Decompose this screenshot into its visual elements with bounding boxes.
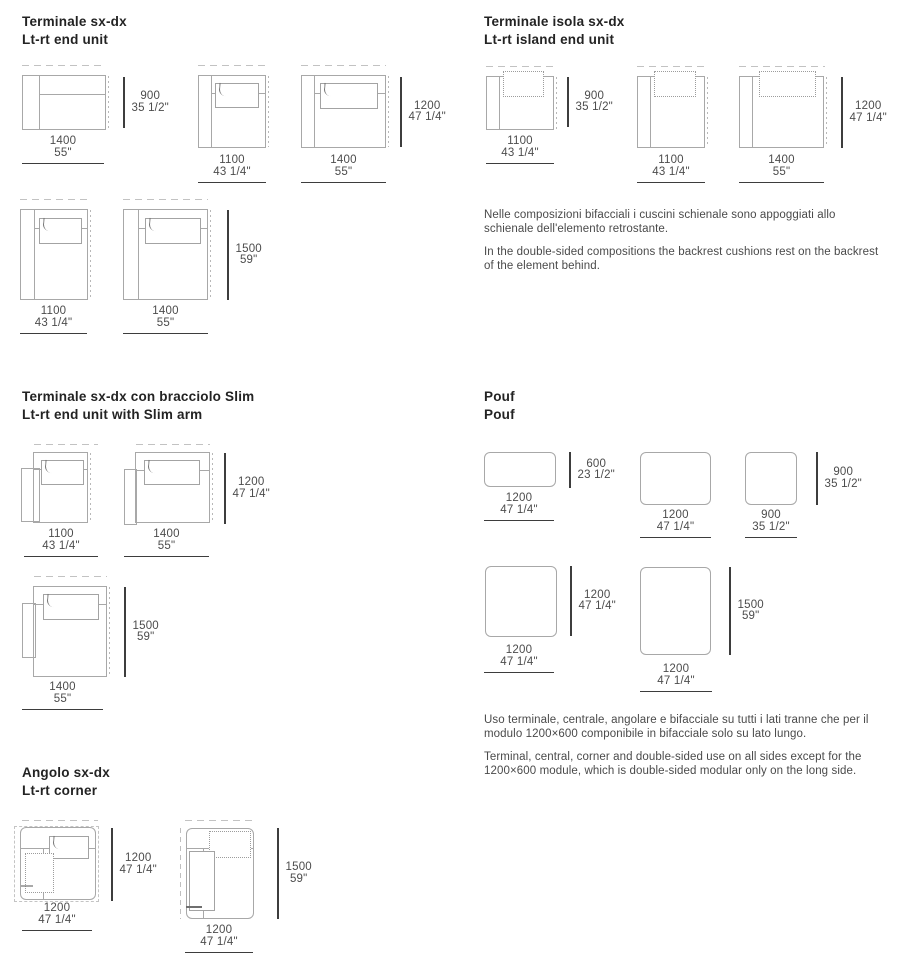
width-dimension [484,645,554,673]
width-dimension [486,136,554,164]
dimension-line [400,77,402,147]
height-dimension [124,587,159,677]
height-dimension [400,77,446,147]
wall-dashed-line [739,66,825,67]
drawing-island-1100x1200 [637,76,705,148]
dimension-line [124,556,209,557]
dim-mm: 1200 [855,100,882,112]
section-title-it: Terminale isola sx-dx [484,14,625,29]
wall-dashed-line [34,576,107,577]
wall-dashed-line [34,444,98,445]
backrest-cushion [144,460,200,485]
dimension-line [640,691,712,692]
drawing-pouf-900x900 [745,452,797,505]
drawing-pouf-1200x1500 [640,567,711,655]
width-dimension [301,155,386,183]
wall-dashed-line [198,65,266,66]
dim-in: 35 1/2" [131,101,169,114]
section-title-en: Lt-rt corner [22,783,98,798]
width-dimension [640,510,711,538]
dimension-line [22,709,103,710]
note-english: Terminal, central, corner and double-sided use on all sides except for the 1200×600 module, which is double-sided modular only on the long side. [484,751,862,777]
width-dimension [20,306,87,334]
dim-mm: 1200 [205,924,233,936]
arm-line [752,77,753,147]
arm-line [499,77,500,129]
open-side-dotted-line [556,77,557,129]
dimension-line [277,828,279,919]
section-title-it: Pouf [484,389,515,404]
dim-mm: 1200 [662,663,690,675]
drawing-slim-1100x1200 [33,452,88,523]
width-dimension [124,529,209,557]
arm-line [34,210,35,299]
cushion-fold-mark [44,460,52,474]
dimension-line [123,77,125,128]
dimension-line [111,828,113,901]
drawing-end-unit-1400x1200 [301,75,386,148]
dim-in: 59" [289,872,308,885]
width-dimension [22,903,92,931]
dim-in: 43 1/4" [42,539,80,552]
wall-dashed-line [486,66,555,67]
width-dimension [739,155,824,183]
dimension-line [637,182,705,183]
drawing-end-unit-1400x1500 [123,209,208,300]
dimension-line [123,333,208,334]
cushion-fold-mark [21,885,33,887]
width-dimension [22,682,103,710]
dim-in: 47 1/4" [657,674,695,687]
drawing-slim-1400x1200 [135,452,210,523]
note-italian: Uso terminale, centrale, angolare e bifacciale su tutti i lati tranne che per il modulo 1200×600 componibile in bifacciale solo su lato lungo. [484,714,869,740]
arm-line [211,76,212,147]
dimension-line [484,520,554,521]
section-title-it: Angolo sx-dx [22,765,110,780]
dim-in: 47 1/4" [38,913,76,926]
dim-mm: 1500 [285,861,312,873]
open-side-dotted-line [109,587,110,676]
dimension-line [569,452,571,488]
dimension-line [185,952,253,953]
pouf-note [484,713,894,787]
wall-dashed-line [20,199,88,200]
height-dimension [567,77,613,127]
backrest-cushion [49,836,89,859]
dim-mm: 1500 [737,598,764,611]
dim-mm: 1200 [414,99,441,112]
dim-in: 47 1/4" [578,600,616,612]
width-dimension [736,510,806,538]
dimension-line [745,537,797,538]
height-dimension [123,77,169,128]
island-note [484,208,884,282]
open-side-dotted-line [707,77,708,147]
section-title-it: Terminale sx-dx [22,14,127,29]
dimension-line [20,333,87,334]
slim-arm [21,468,40,522]
dim-mm: 1500 [235,242,262,255]
slim-arm [22,603,36,658]
drawing-slim-1400x1500 [33,586,107,677]
dim-in: 47 1/4" [500,655,538,668]
resting-backrest-cushion-dashed [209,831,251,858]
open-side-dotted-line [268,76,269,147]
arm-line [314,76,315,147]
dimension-line [816,452,818,505]
dim-mm: 1100 [48,528,74,540]
dim-mm: 900 [140,90,161,102]
section-title-en: Pouf [484,407,515,422]
dim-mm: 1100 [658,154,684,166]
dim-in: 43 1/4" [501,146,539,159]
note-english: In the double-sided compositions the backrest cushions rest on the backrest of the element behind. [484,246,879,272]
dimension-line [484,672,554,673]
dim-mm: 1100 [219,154,245,166]
seat-line [39,94,105,95]
dimension-line [22,930,92,931]
dim-in: 59" [136,631,155,643]
backrest-cushion [215,83,259,108]
open-side-dotted-line [90,210,91,299]
width-dimension [640,664,712,692]
dimension-line [22,163,104,164]
open-side-dotted-line [90,453,91,522]
dim-mm: 900 [761,509,781,521]
section-title [484,13,625,49]
note-italian: Nelle composizioni bifacciali i cuscini schienale sono appoggiati allo schienale dell'elemento retrostante. [484,209,836,235]
dimension-line [227,210,229,300]
height-dimension [227,210,262,300]
dim-in: 47 1/4" [200,935,238,948]
dim-in: 55" [156,316,175,329]
dimension-line [570,566,572,636]
height-dimension [277,828,312,919]
dim-mm: 600 [586,457,607,470]
wall-dashed-line [301,65,386,66]
backrest-cushion [41,460,84,485]
cushion-fold-mark [218,83,226,97]
cushion-fold-mark [323,83,331,97]
dim-in: 35 1/2" [752,520,790,533]
width-dimension [198,155,266,183]
dim-mm: 1200 [662,509,689,521]
height-dimension [729,567,764,655]
cushion-fold-mark [186,906,202,908]
dim-in: 59" [239,254,258,266]
dim-in: 55" [772,165,791,178]
section-title [22,764,110,800]
section-title-en: Lt-rt end unit with Slim arm [22,407,203,422]
width-dimension [484,493,554,521]
dim-mm: 1400 [152,305,179,317]
dimension-line [640,537,711,538]
dimension-line [567,77,569,127]
drawing-corner-1200x1500 [186,828,254,919]
wall-dashed-line [637,66,706,67]
backrest-cushion [43,594,99,620]
open-side-dotted-line [388,76,389,147]
wall-dashed-line [22,65,106,66]
drawing-pouf-1200x900 [640,452,711,505]
dim-mm: 1500 [132,619,159,632]
backrest-cushion [39,218,82,244]
dim-in: 47 1/4" [849,111,887,124]
cushion-fold-mark [147,460,155,474]
drawing-corner-1200x1200 [20,827,96,900]
dimension-line [301,182,386,183]
height-dimension [816,452,862,505]
section-title [22,388,254,424]
dim-mm: 1400 [49,135,77,147]
arm-line [138,210,139,299]
cushion-fold-mark [52,836,60,850]
dim-mm: 1200 [238,476,265,488]
wall-dashed-line [185,820,253,821]
dim-in: 35 1/2" [575,101,613,113]
dim-in: 55" [334,165,353,178]
resting-backrest-cushion-dashed [759,71,816,97]
resting-backrest-cushion-dashed [503,71,544,97]
dim-in: 59" [741,610,760,622]
height-dimension [224,453,270,524]
width-dimension [185,925,253,953]
side-backrest-cushion-dashed [25,853,54,893]
dim-mm: 1400 [153,528,180,540]
dim-mm: 1100 [40,305,67,317]
drawing-island-1400x1200 [739,76,824,148]
dim-in: 43 1/4" [34,316,73,329]
open-side-dotted-line [108,76,109,129]
open-side-dotted-line [826,77,827,147]
section-title [484,388,515,424]
backrest-cushion [145,218,201,244]
dim-mm: 1200 [43,902,71,914]
cushion-fold-mark [42,218,50,232]
dim-in: 55" [157,539,176,552]
dim-in: 47 1/4" [232,487,270,500]
drawing-island-1100x900 [486,76,554,130]
width-dimension [24,529,98,557]
backrest-cushion [320,83,378,109]
width-dimension [22,136,104,164]
dimension-line [841,77,843,148]
resting-backrest-cushion-dashed [654,71,696,97]
dim-in: 23 1/2" [577,469,615,481]
dim-mm: 1400 [49,681,76,693]
section-title-en: Lt-rt end unit [22,32,109,47]
dim-mm: 1200 [584,588,611,601]
drawing-end-unit-1400x900 [22,75,106,130]
section-title-it: Terminale sx-dx con bracciolo Slim [22,389,255,404]
dim-in: 55" [53,692,72,705]
dim-in: 55" [54,146,72,159]
height-dimension [841,77,887,148]
dim-mm: 1400 [768,154,795,166]
dim-mm: 900 [833,466,854,478]
arm-line [650,77,651,147]
drawing-end-unit-1100x1200 [198,75,266,148]
dim-mm: 1200 [125,852,152,864]
drawing-pouf-1200x600 [484,452,556,487]
dim-in: 47 1/4" [119,863,157,876]
height-dimension [111,828,157,901]
width-dimension [123,306,208,334]
wall-dashed-line [136,444,210,445]
dim-mm: 1100 [507,135,533,147]
wall-dashed-line [22,820,98,821]
open-side-dotted-line [210,210,211,299]
dim-in: 35 1/2" [824,477,862,490]
dim-in: 47 1/4" [408,111,446,123]
dimension-line [198,182,266,183]
drawing-pouf-1200x1200 [485,566,557,637]
dim-in: 43 1/4" [652,165,690,178]
dim-in: 43 1/4" [213,165,251,178]
dim-in: 47 1/4" [500,503,538,516]
dim-mm: 1400 [330,154,357,166]
arm-line [39,76,40,129]
dimension-line [739,182,824,183]
side-backrest-cushion [189,851,215,911]
dim-mm: 1200 [505,492,533,504]
height-dimension [569,452,615,488]
dim-mm: 1200 [505,644,533,656]
open-side-dotted-line [212,453,213,522]
cushion-fold-mark [46,594,54,608]
adjacent-module-dashed-line [180,828,181,919]
drawing-end-unit-1100x1500 [20,209,88,300]
section-title [22,13,127,49]
dimension-line [486,163,554,164]
width-dimension [637,155,705,183]
dimension-line [24,556,98,557]
height-dimension [570,566,616,636]
dimension-line [224,453,226,524]
dimension-line [729,567,731,655]
dimension-line [124,587,126,677]
cushion-fold-mark [148,218,156,232]
dim-mm: 900 [584,89,605,102]
dim-in: 47 1/4" [656,520,695,533]
wall-dashed-line [123,199,208,200]
section-title-en: Lt-rt island end unit [484,32,615,47]
slim-arm [124,469,137,525]
